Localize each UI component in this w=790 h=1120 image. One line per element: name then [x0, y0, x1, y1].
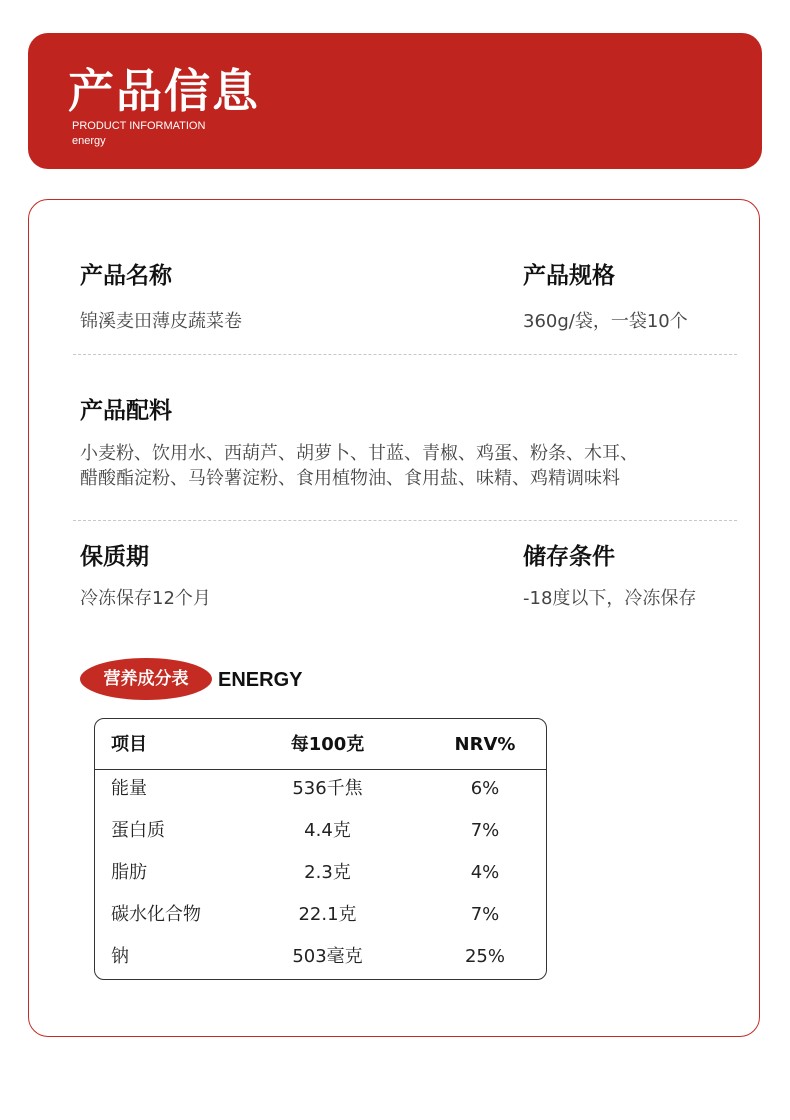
table-cell-amount: 2.3克 — [304, 862, 351, 883]
table-header-nrv: NRV% — [454, 734, 516, 755]
storage-label: 储存条件 — [523, 544, 615, 570]
table-cell-amount: 22.1克 — [298, 904, 357, 925]
table-cell-nrv: 6% — [470, 778, 500, 799]
divider — [73, 354, 737, 355]
table-cell-amount: 536千焦 — [292, 778, 363, 799]
table-cell-amount: 4.4克 — [304, 820, 351, 841]
product-spec-value: 360g/袋，一袋10个 — [523, 311, 688, 332]
divider — [73, 520, 737, 521]
product-name-label: 产品名称 — [80, 263, 172, 289]
table-cell-amount: 503毫克 — [292, 946, 363, 967]
header-banner — [28, 33, 762, 169]
table-header-divider — [95, 769, 546, 770]
table-cell-nrv: 7% — [470, 820, 500, 841]
ingredients-label: 产品配料 — [80, 398, 172, 424]
table-cell-nrv: 4% — [470, 862, 500, 883]
table-header-per100g: 每100克 — [290, 734, 365, 755]
storage-value: -18度以下，冷冻保存 — [523, 588, 697, 609]
table-cell-item: 脂肪 — [111, 862, 147, 883]
ingredients-line-2: 醋酸酯淀粉、马铃薯淀粉、食用植物油、食用盐、味精、鸡精调味料 — [80, 468, 620, 489]
product-name-value: 锦溪麦田薄皮蔬菜卷 — [80, 311, 242, 332]
table-cell-nrv: 25% — [464, 946, 505, 967]
ingredients-line-1: 小麦粉、饮用水、西葫芦、胡萝卜、甘蓝、青椒、鸡蛋、粉条、木耳、 — [80, 443, 638, 464]
table-cell-item: 能量 — [111, 778, 147, 799]
shelf-life-label: 保质期 — [80, 544, 149, 570]
table-cell-item: 钠 — [111, 946, 129, 967]
nutrition-table — [94, 718, 547, 980]
table-header-item: 项目 — [111, 734, 147, 755]
nutrition-badge: 营养成分表 — [80, 658, 212, 700]
table-cell-nrv: 7% — [470, 904, 500, 925]
nutrition-title: ENERGY — [218, 669, 303, 691]
table-cell-item: 蛋白质 — [111, 820, 165, 841]
shelf-life-value: 冷冻保存12个月 — [80, 588, 211, 609]
header-subtitle-energy: energy — [72, 135, 106, 147]
table-cell-item: 碳水化合物 — [111, 904, 201, 925]
product-spec-label: 产品规格 — [523, 263, 615, 289]
header-subtitle: PRODUCT INFORMATION — [72, 120, 206, 132]
page-title: 产品信息 — [68, 64, 260, 118]
